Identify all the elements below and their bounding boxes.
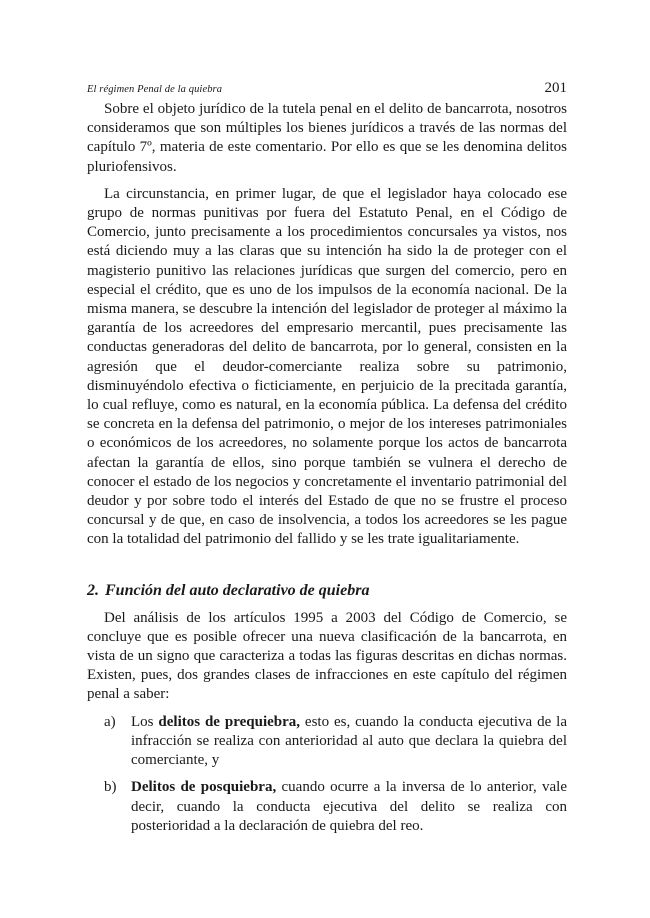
term-delitos-de-prequiebra: delitos de prequiebra, [158,713,301,730]
section-heading [87,581,567,601]
paragraph-circunstancia: La circunstancia, en primer lugar, de que el legislador haya colocado ese grupo de normas punitivas por fuera del Estatuto Penal, en el Código de Comercio, junto precisamente a los procedimientos concursales ya vistos, nos está diciendo muy a las claras que su intención ha sido la de proteger con el magisterio punitivo las relaciones jurídicas que surgen del comercio, pero en especial el crédito, que es uno de los impulsos de la economía nacional. De la misma manera, se descubre la intención del legislador de proteger al máximo la garantía de los acreedores del empresario mercantil, pues precisamente las conductas generadoras del delito de bancarrota, por lo general, consisten en la agresión que el deudor-comerciante realiza sobre su patrimonio, disminuyéndolo efectiva o ficticiamente, en perjuicio de la precitada garantía, lo cual refluye, como es natural, en la economía pública. La defensa del crédito se concreta en la defensa del patrimonio, o mejor de los intereses patrimoniales o económicos de los acreedores, no solamente porque los actos de bancarrota afectan la garantía de ellos, sino porque también se vulnera el derecho de conocer el estado de los negocios y concretamente el inventario patrimonial del deudor y por sobre todo el interés del Estado de que no se frustre el proceso concursal y de que, en caso de insolvencia, a todos los acreedores se les pague con la totalidad del patrimonio del fallido y se les trate igualitariamente. [87,185,567,548]
list-item-lead: Los [131,713,159,730]
list-item-prequiebra [87,713,567,771]
section-number: 2. [87,581,99,599]
body-text [87,100,567,844]
section-intro-paragraph: Del análisis de los artículos 1995 a 2003 del Código de Comercio, se concluye que es posible ofrecer una nueva clasificación de la bancarrota, en vista de un signo que caracteriza a todas las figuras descritas en dichas normas. Existen, pues, dos grandes clases de infracciones en este capítulo del régimen penal a saber: [87,609,567,703]
list-marker: b) [104,779,117,796]
running-header [87,80,567,102]
page-number: 201 [544,80,567,96]
clause-list [87,713,567,836]
list-marker: a) [104,713,116,730]
list-item-posquiebra [87,778,567,836]
term-delitos-de-posquiebra: Delitos de posquiebra, [131,779,277,796]
section-title: Función del auto declarativo de quiebra [105,581,370,599]
list-item-text: cuando ocurre a la inversa de lo anterior, vale decir, cuando la conducta ejecutiva del delito se realiza con posterioridad a la declaración de quiebra del reo. [131,779,567,834]
running-title: El régimen Penal de la quiebra [87,84,223,95]
list-item-text: esto es, cuando la conducta ejecutiva de la infracción se realiza con anterioridad al auto que declara la quiebra del comerciante, y [131,713,567,769]
paragraph-objeto-juridico: Sobre el objeto jurídico de la tutela penal en el delito de bancarrota, nosotros consideramos que son múltiples los bienes jurídicos a través de las normas del capítulo 7º, materia de este comentario. Por ello es que se les denomina delitos pluriofensivos. [87,101,567,175]
